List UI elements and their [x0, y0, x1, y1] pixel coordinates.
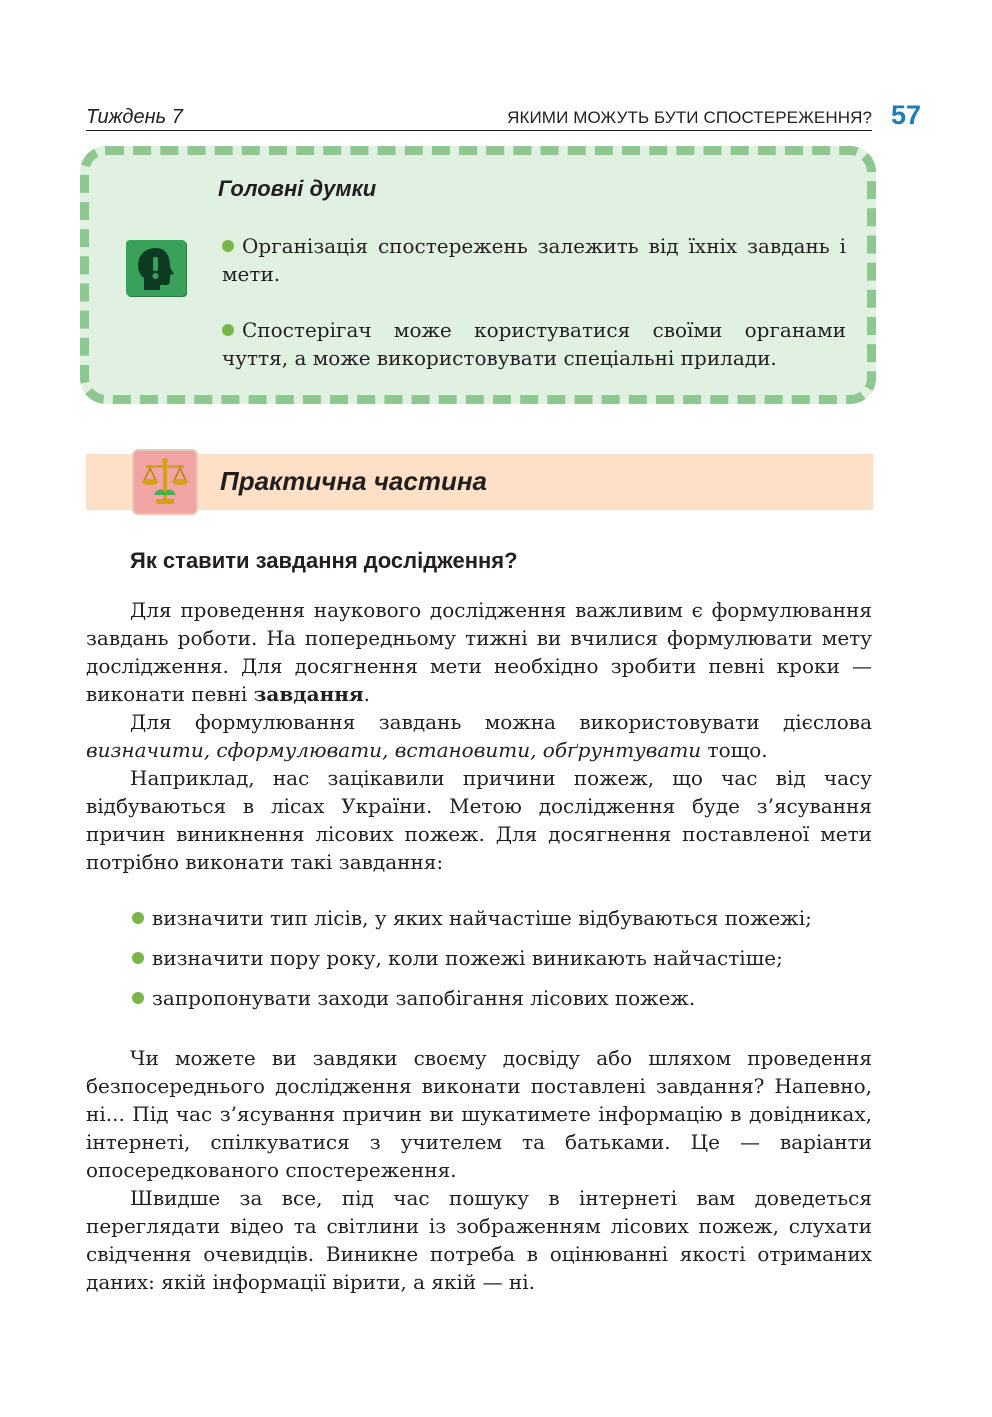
page-header — [86, 100, 922, 134]
bullet-icon — [222, 324, 234, 336]
chapter-title: ЯКИМИ МОЖУТЬ БУТИ СПОСТЕРЕЖЕННЯ? — [507, 108, 872, 127]
bullet-icon — [132, 992, 144, 1004]
tasks-list — [132, 904, 872, 1024]
paragraph: Наприклад, нас зацікавили причини пожеж, що час від часу відбуваються в лісах України. Метою дослідження буде з’ясування причин виникнення лісових пожеж. Для досягнення поставленої мети потрібно виконати такі завдання: — [86, 766, 872, 874]
week-label: Тиждень 7 — [86, 106, 183, 128]
body-text-block-2 — [86, 1044, 872, 1296]
header-rule — [86, 130, 872, 131]
bullet-icon — [132, 952, 144, 964]
head-exclamation-icon — [126, 240, 186, 296]
section-heading: Як ставити завдання дослідження? — [130, 548, 518, 573]
bullet-icon — [222, 240, 234, 252]
practice-banner — [86, 454, 873, 510]
paragraph: Швидше за все, під час пошуку в інтернеті вам доведеться переглядати відео та світлини із зображенням лісових пожеж, слухати свідчення очевидців. Виникне потреба в оцінюванні якості отриманих даних: якій інформації вірити, а якій — ні. — [86, 1186, 872, 1294]
paragraph: Для формулювання завдань можна використовувати дієслова визначити, сформулювати, встановити, обґрунтувати тощо. — [86, 710, 872, 762]
key-idea-item: Спостерігач може користуватися своїми органами чуття, а може використовувати спеціальні прилади. — [222, 318, 846, 370]
practice-title: Практична частина — [220, 466, 488, 496]
key-idea-item: Організація спостережень залежить від їхніх завдань і мети. — [222, 234, 846, 286]
paragraph: Для проведення наукового дослідження важливим є формулювання завдань роботи. На попередньому тижні ви вчилися формулювати мету дослідження. Для досягнення мети необхідно зробити певні кроки — виконати певні завдання. — [86, 598, 872, 706]
key-ideas-box — [80, 146, 876, 404]
paragraph: Чи можете ви завдяки своєму досвіду або шляхом проведення безпосереднього дослідження виконати поставлені завдання? Напевно, ні... Під час з’ясування причин ви шукатимете інформацію в довідниках, інтернеті, спілкуватися з учителем та батьками. Це — варіанти опосередкованого спостереження. — [86, 1046, 872, 1182]
page-number: 57 — [891, 100, 922, 130]
list-item: визначити тип лісів, у яких найчастіше відбуваються пожежі; — [132, 904, 872, 944]
list-item: запропонувати заходи запобігання лісових пожеж. — [132, 984, 872, 1024]
body-text-block-1 — [86, 596, 872, 876]
list-item: визначити пору року, коли пожежі виникають найчастіше; — [132, 944, 872, 984]
scales-icon — [132, 449, 198, 515]
key-ideas-title: Головні думки — [218, 176, 377, 201]
bullet-icon — [132, 912, 144, 924]
